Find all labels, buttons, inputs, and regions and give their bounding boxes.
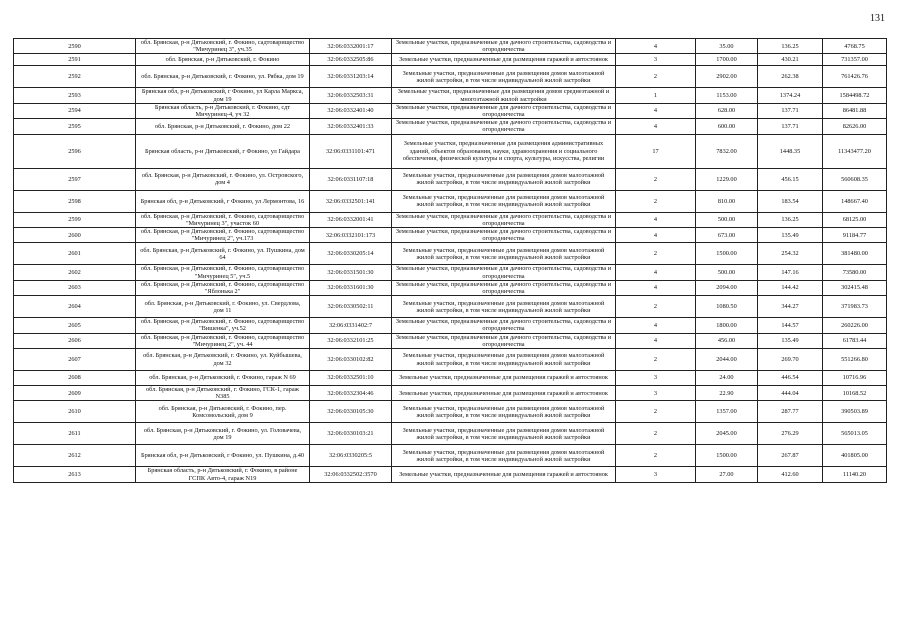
cell-group: 4 [616,280,696,295]
cell-rate: 254.32 [758,243,823,265]
land-registry-table [13,38,887,483]
cell-address: обл. Брянская, р-н Дятьковский, г. Фокино, ул. Свердлова, дом 11 [136,296,310,318]
cell-rate: 276.29 [758,423,823,445]
cell-row-number: 2612 [14,445,136,467]
cell-address: обл. Брянская, р-н Дятьковский, г. Фокино, садтоварищество "Мичуринец 5", уч.5 [136,265,310,280]
cell-cadastral-value: 73580.00 [823,265,887,280]
cell-address: Брянская область, р-н Дятьковский, г. Фокино, в районе ГСПК Авто-4, гараж N19 [136,467,310,482]
table-row [14,190,887,212]
cell-rate: 287.77 [758,401,823,423]
cell-row-number: 2593 [14,88,136,103]
cell-cadastral-value: 82626.00 [823,119,887,134]
cell-area: 24.00 [696,371,758,386]
cell-cadastral-value: 11140.20 [823,467,887,482]
cell-group: 4 [616,103,696,118]
page-number: 131 [870,13,885,24]
table-row [14,243,887,265]
cell-address: Брянская обл, р-н Дятьковский, г Фокино, ул Карла Маркса, дом 19 [136,88,310,103]
cell-address: обл. Брянская, р-н Дятьковский, г. Фокино, ул. Пушкина, дом 64 [136,243,310,265]
cell-row-number: 2599 [14,212,136,227]
cell-address: обл. Брянская, р-н Дятьковский, г. Фокино, ул. Островского, дом 4 [136,168,310,190]
cell-address: Брянская обл, р-н Дятьковский, г Фокино, ул Лермонтова, 16 [136,190,310,212]
cell-cadastral-number: 32:06:0332503:31 [310,88,392,103]
cell-address: обл. Брянская, р-н Дятьковский, г. Фокино, ГСК-1, гараж N385 [136,386,310,401]
cell-land-purpose: Земельные участки, предназначенные для размещения домов малоэтажной жилой застройки, в том числе индивидуальной жилой застройки [392,243,616,265]
cell-cadastral-number: 32:06:0332501:141 [310,190,392,212]
table-row [14,445,887,467]
cell-group: 2 [616,168,696,190]
table-row [14,66,887,88]
cell-address: обл. Брянская, р-н Дятьковский, г. Фокино, ул. Рябка, дом 19 [136,66,310,88]
cell-land-purpose: Земельные участки, предназначенные для размещения домов малоэтажной жилой застройки, в том числе индивидуальной жилой застройки [392,168,616,190]
cell-land-purpose: Земельные участки, предназначенные для размещения гаражей и автостоянок [392,371,616,386]
cell-cadastral-number: 32:06:0331501:30 [310,265,392,280]
table-row [14,39,887,54]
cell-row-number: 2611 [14,423,136,445]
cell-group: 4 [616,318,696,333]
cell-area: 500.00 [696,265,758,280]
cell-area: 600.00 [696,119,758,134]
cell-rate: 267.87 [758,445,823,467]
cell-address: обл. Брянская, р-н Дятьковский, г. Фокино, садтоварищество "Мичуринец 3", участок 60 [136,212,310,227]
cell-group: 3 [616,371,696,386]
cell-area: 2044.00 [696,349,758,371]
cell-address: обл. Брянская, р-н Дятьковский, г. Фокино, садтоварищество "Мичуринец 3", уч.35 [136,39,310,54]
cell-row-number: 2597 [14,168,136,190]
cell-area: 1153.00 [696,88,758,103]
table-row [14,265,887,280]
cell-cadastral-value: 91184.77 [823,228,887,243]
cell-group: 2 [616,243,696,265]
cell-cadastral-number: 32:06:0332401:40 [310,103,392,118]
cell-cadastral-number: 32:06:0331101:471 [310,134,392,168]
cell-row-number: 2602 [14,265,136,280]
cell-row-number: 2591 [14,54,136,66]
cell-address: обл. Брянская, р-н Дятьковский, г. Фокино, пер. Комсомольский, дом 9 [136,401,310,423]
cell-cadastral-number: 32:06:0330205:14 [310,243,392,265]
cell-area: 2094.00 [696,280,758,295]
cell-cadastral-number: 32:06:0331107:18 [310,168,392,190]
cell-area: 673.00 [696,228,758,243]
cell-rate: 269.70 [758,349,823,371]
cell-land-purpose: Земельные участки, предназначенные для дачного строительства, садоводства и огородничества [392,119,616,134]
cell-rate: 344.27 [758,296,823,318]
cell-rate: 430.21 [758,54,823,66]
table-row [14,103,887,118]
table-row [14,212,887,227]
cell-cadastral-value: 302415.48 [823,280,887,295]
cell-row-number: 2610 [14,401,136,423]
cell-cadastral-number: 32:06:0331203:14 [310,66,392,88]
cell-row-number: 2606 [14,333,136,348]
cell-area: 27.00 [696,467,758,482]
cell-cadastral-value: 86481.88 [823,103,887,118]
cell-cadastral-value: 565013.05 [823,423,887,445]
cell-address: обл. Брянская, р-н Дятьковский, г. Фокино [136,54,310,66]
cell-address: Брянская область, р-н Дятьковский, г Фокино, ул Гайдара [136,134,310,168]
cell-group: 17 [616,134,696,168]
cell-land-purpose: Земельные участки, предназначенные для размещения домов малоэтажной жилой застройки, в том числе индивидуальной жилой застройки [392,349,616,371]
cell-rate: 137.71 [758,103,823,118]
cell-group: 4 [616,212,696,227]
cell-rate: 444.04 [758,386,823,401]
cell-group: 2 [616,349,696,371]
cell-land-purpose: Земельные участки, предназначенные для размещения домов малоэтажной жилой застройки, в том числе индивидуальной жилой застройки [392,190,616,212]
cell-land-purpose: Земельные участки, предназначенные для размещения домов малоэтажной жилой застройки, в том числе индивидуальной жилой застройки [392,296,616,318]
cell-cadastral-number: 32:06:0331402:7 [310,318,392,333]
cell-land-purpose: Земельные участки, предназначенные для дачного строительства, садоводства и огородничества [392,280,616,295]
cell-row-number: 2595 [14,119,136,134]
cell-land-purpose: Земельные участки, предназначенные для размещения домов малоэтажной жилой застройки, в том числе индивидуальной жилой застройки [392,423,616,445]
cell-area: 1800.00 [696,318,758,333]
cell-area: 1229.00 [696,168,758,190]
table-row [14,54,887,66]
cell-cadastral-number: 32:06:0332101:173 [310,228,392,243]
cell-address: обл. Брянская, р-н Дятьковский, г. Фокино, садтоварищество "Яблонька 2" [136,280,310,295]
cell-group: 3 [616,467,696,482]
cell-row-number: 2592 [14,66,136,88]
cell-group: 2 [616,66,696,88]
cell-cadastral-number: 32:06:0332304:46 [310,386,392,401]
cell-address: Брянская область, р-н Дятьковский, г. Фокино, сдт Мичуринец-4, уч 32 [136,103,310,118]
cell-rate: 135.49 [758,333,823,348]
cell-land-purpose: Земельные участки, предназначенные для размещения домов среднеэтажной и многоэтажной жилой застройки [392,88,616,103]
cell-area: 1700.00 [696,54,758,66]
cell-area: 22.90 [696,386,758,401]
cell-rate: 262.38 [758,66,823,88]
cell-rate: 137.71 [758,119,823,134]
cell-land-purpose: Земельные участки, предназначенные для размещения домов малоэтажной жилой застройки, в том числе индивидуальной жилой застройки [392,445,616,467]
cell-row-number: 2608 [14,371,136,386]
cell-cadastral-value: 390503.89 [823,401,887,423]
cell-area: 1500.00 [696,243,758,265]
cell-land-purpose: Земельные участки, предназначенные для дачного строительства, садоводства и огородничества [392,228,616,243]
cell-rate: 144.42 [758,280,823,295]
cell-rate: 136.25 [758,39,823,54]
cell-cadastral-value: 731357.00 [823,54,887,66]
cell-area: 1500.00 [696,445,758,467]
cell-land-purpose: Земельные участки, предназначенные для дачного строительства, садоводства и огородничества [392,212,616,227]
cell-land-purpose: Земельные участки, предназначенные для дачного строительства, садоводства и огородничества [392,333,616,348]
cell-address: обл. Брянская, р-н Дятьковский, г. Фокино, садтоварищество "Мичуринец 2", уч. 44 [136,333,310,348]
cell-row-number: 2604 [14,296,136,318]
cell-group: 4 [616,228,696,243]
cell-cadastral-number: 32:06:0332502:3570 [310,467,392,482]
cell-row-number: 2590 [14,39,136,54]
table-row [14,296,887,318]
cell-row-number: 2598 [14,190,136,212]
cell-cadastral-value: 401805.00 [823,445,887,467]
cell-row-number: 2600 [14,228,136,243]
cell-address: Брянская обл, р-н Дятьковский, г Фокино, ул. Пушкина, д.40 [136,445,310,467]
cell-land-purpose: Земельные участки, предназначенные для дачного строительства, садоводства и огородничества [392,265,616,280]
cell-area: 628.00 [696,103,758,118]
cell-address: обл. Брянская, р-н Дятьковский, г. Фокино, садтоварищество "Мичуринец 2", уч.173 [136,228,310,243]
table-row [14,134,887,168]
cell-row-number: 2605 [14,318,136,333]
cell-cadastral-number: 32:06:0330105:30 [310,401,392,423]
cell-rate: 147.16 [758,265,823,280]
cell-land-purpose: Земельные участки, предназначенные для размещения домов малоэтажной жилой застройки, в том числе индивидуальной жилой застройки [392,66,616,88]
cell-row-number: 2601 [14,243,136,265]
cell-row-number: 2613 [14,467,136,482]
table-row [14,88,887,103]
cell-group: 4 [616,39,696,54]
cell-group: 2 [616,445,696,467]
table-row [14,318,887,333]
cell-land-purpose: Земельные участки, предназначенные для размещения гаражей и автостоянок [392,386,616,401]
cell-address: обл. Брянская, р-н Дятьковский, г. Фокино, садтоварищество "Вишенка", уч.52 [136,318,310,333]
cell-cadastral-value: 1584498.72 [823,88,887,103]
cell-cadastral-number: 32:06:0332505:86 [310,54,392,66]
cell-cadastral-value: 260226.00 [823,318,887,333]
cell-group: 1 [616,88,696,103]
cell-cadastral-value: 11343477.20 [823,134,887,168]
cell-cadastral-number: 32:06:0332001:41 [310,212,392,227]
cell-cadastral-value: 10168.52 [823,386,887,401]
cell-rate: 135.49 [758,228,823,243]
cell-group: 2 [616,401,696,423]
cell-land-purpose: Земельные участки, предназначенные для размещения домов малоэтажной жилой застройки, в том числе индивидуальной жилой застройки [392,401,616,423]
cell-cadastral-value: 61783.44 [823,333,887,348]
cell-rate: 183.54 [758,190,823,212]
cell-cadastral-value: 4768.75 [823,39,887,54]
cell-group: 4 [616,265,696,280]
cell-land-purpose: Земельные участки, предназначенные для дачного строительства, садоводства и огородничества [392,39,616,54]
cell-land-purpose: Земельные участки, предназначенные для размещения административных зданий, объектов образования, науки, здравоохранения и социального обеспечения, физической культуры и спорта, культуры, искусства, религии [392,134,616,168]
cell-cadastral-number: 32:06:0330205:5 [310,445,392,467]
cell-area: 2902.00 [696,66,758,88]
cell-land-purpose: Земельные участки, предназначенные для дачного строительства, садоводства и огородничества [392,103,616,118]
cell-address: обл. Брянская, р-н Дятьковский, г. Фокино, ул. Куйбышева, дом 32 [136,349,310,371]
cell-rate: 144.57 [758,318,823,333]
cell-group: 2 [616,190,696,212]
cell-cadastral-value: 381480.00 [823,243,887,265]
cell-area: 456.00 [696,333,758,348]
cell-land-purpose: Земельные участки, предназначенные для размещения гаражей и автостоянок [392,467,616,482]
cell-land-purpose: Земельные участки, предназначенные для размещения гаражей и автостоянок [392,54,616,66]
cell-row-number: 2603 [14,280,136,295]
table-row [14,168,887,190]
table-row [14,371,887,386]
cell-rate: 446.54 [758,371,823,386]
cell-cadastral-number: 32:06:0332001:17 [310,39,392,54]
cell-row-number: 2607 [14,349,136,371]
table-row [14,386,887,401]
cell-cadastral-number: 32:06:0330502:11 [310,296,392,318]
cell-group: 4 [616,333,696,348]
cell-area: 1080.50 [696,296,758,318]
table-row [14,423,887,445]
cell-area: 2045.00 [696,423,758,445]
cell-cadastral-number: 32:06:0332401:33 [310,119,392,134]
cell-group: 2 [616,296,696,318]
cell-cadastral-number: 32:06:0332101:25 [310,333,392,348]
table-row [14,467,887,482]
cell-rate: 456.15 [758,168,823,190]
table-row [14,401,887,423]
cell-group: 3 [616,386,696,401]
cell-group: 3 [616,54,696,66]
cell-area: 1357.00 [696,401,758,423]
cell-area: 7832.00 [696,134,758,168]
cell-cadastral-value: 761426.76 [823,66,887,88]
table-row [14,228,887,243]
cell-address: обл. Брянская, р-н Дятьковский, г. Фокино, гараж N 69 [136,371,310,386]
cell-area: 35.00 [696,39,758,54]
cell-cadastral-value: 371983.73 [823,296,887,318]
cell-row-number: 2609 [14,386,136,401]
cell-address: обл. Брянская, р-н Дятьковский, г. Фокино, дом 22 [136,119,310,134]
cell-cadastral-number: 32:06:0332501:10 [310,371,392,386]
cell-rate: 1448.35 [758,134,823,168]
table-row [14,349,887,371]
cell-cadastral-value: 148667.40 [823,190,887,212]
cell-area: 500.00 [696,212,758,227]
table-row [14,333,887,348]
cell-row-number: 2594 [14,103,136,118]
cell-address: обл. Брянская, р-н Дятьковский, г. Фокино, ул. Головачева, дом 19 [136,423,310,445]
cell-cadastral-number: 32:06:0330102:82 [310,349,392,371]
cell-land-purpose: Земельные участки, предназначенные для дачного строительства, садоводства и огородничества [392,318,616,333]
cell-rate: 136.25 [758,212,823,227]
cell-cadastral-value: 551266.80 [823,349,887,371]
table-row [14,119,887,134]
cell-rate: 412.60 [758,467,823,482]
cell-cadastral-value: 10716.96 [823,371,887,386]
cell-rate: 1374.24 [758,88,823,103]
cell-cadastral-number: 32:06:0331601:30 [310,280,392,295]
cell-row-number: 2596 [14,134,136,168]
cell-cadastral-number: 32:06:0330103:21 [310,423,392,445]
cell-area: 810.00 [696,190,758,212]
table-row [14,280,887,295]
cell-group: 2 [616,423,696,445]
cell-cadastral-value: 560608.35 [823,168,887,190]
cell-cadastral-value: 68125.00 [823,212,887,227]
cell-group: 4 [616,119,696,134]
